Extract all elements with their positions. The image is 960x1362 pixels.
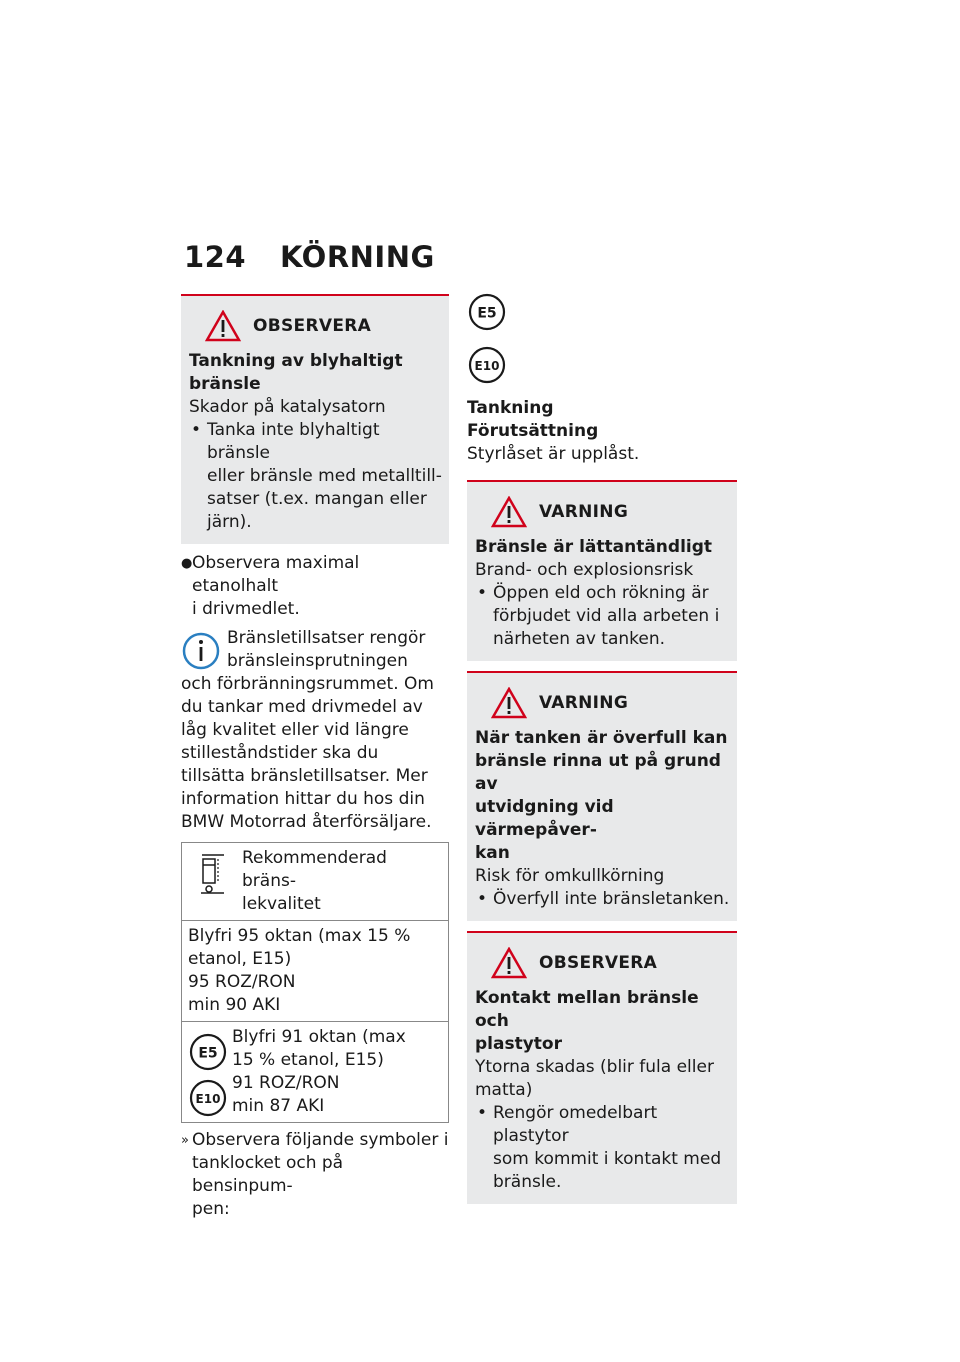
warning-header (491, 496, 730, 528)
info-line: bränsleinsprutningen (227, 651, 408, 671)
info-line: Bränsletillsatser rengör (227, 628, 426, 648)
fuel-quality-table (181, 842, 449, 1123)
action-line: tanklocket och på bensinpum- (192, 1153, 344, 1196)
table-cell-line: min 90 AKI (188, 995, 281, 1015)
warning-cause: Brand- och explosionsrisk (475, 560, 694, 580)
notice-item-line: Tanka inte blyhaltigt bränsle (207, 420, 380, 463)
bullet-dot: • (191, 420, 202, 440)
svg-text:E10: E10 (474, 359, 500, 373)
info-line: tillsätta bränsletillsatser. Mer (181, 766, 428, 786)
notice-item-line: Rengör omedelbart plastytor (493, 1103, 658, 1146)
info-line: låg kvalitet eller vid längre (181, 720, 409, 740)
info-line: BMW Motorrad återförsäljare. (181, 812, 432, 832)
notice-item (475, 1102, 730, 1194)
info-line: och förbränningsrummet. Om (181, 674, 434, 694)
table-header-line: Rekommenderad bräns- (242, 848, 387, 891)
table-cell-line: Blyfri 95 oktan (max 15 % (188, 926, 411, 946)
warning-heading-line: bränsle rinna ut på grund av (475, 751, 721, 794)
action-line: Observera följande symboler i (192, 1130, 449, 1150)
bullet-dot: ● (181, 556, 193, 571)
chapter-title: KÖRNING (280, 240, 435, 274)
notice-cause-line: matta) (475, 1080, 533, 1100)
notice-heading-cont: bränsle (189, 374, 261, 394)
fuel-pump-icon (198, 851, 228, 895)
warning-item (475, 888, 730, 911)
notice-box (181, 294, 449, 544)
warning-box (467, 480, 737, 661)
bullet-dot: • (477, 889, 488, 909)
info-icon (181, 631, 221, 671)
right-column (467, 292, 737, 1204)
notice-item-line: som kommit i kontakt med (493, 1149, 722, 1169)
notice-label: OBSERVERA (539, 953, 658, 973)
action-step (181, 1129, 449, 1221)
action-arrow-icon: » (181, 1133, 189, 1148)
section-title: Tankning (467, 398, 554, 418)
e5-fuel-icon (467, 292, 507, 332)
warning-item-line: förbjudet vid alla arbeten i (493, 606, 720, 626)
warning-box (467, 671, 737, 921)
page-header (184, 240, 435, 274)
table-row (182, 1022, 448, 1122)
notice-heading: Tankning av blyhaltigt (189, 351, 403, 371)
prereq-text: Styrlåset är upplåst. (467, 444, 640, 464)
notice-label: OBSERVERA (253, 316, 372, 336)
e5-fuel-icon (188, 1032, 228, 1072)
warning-triangle-icon (491, 496, 527, 528)
warning-cause: Risk för omkullkörning (475, 866, 665, 886)
warning-heading: Bränsle är lättantändligt (475, 537, 713, 557)
table-cell-line: etanol, E15) (188, 949, 292, 969)
notice-cause-line: Ytorna skadas (blir fula eller (475, 1057, 714, 1077)
info-line: stilleståndstider ska du (181, 743, 379, 763)
notice-box (467, 931, 737, 1204)
table-cell-line: Blyfri 91 oktan (max (232, 1027, 406, 1047)
info-line: information hittar du hos din (181, 789, 425, 809)
fuel-icons (188, 1026, 232, 1118)
table-header-text (242, 847, 442, 916)
warning-header (491, 687, 730, 719)
bullet-line: i drivmedlet. (192, 599, 300, 619)
bullet-line: Observera maximal etanolhalt (192, 553, 360, 596)
warning-heading-line: utvidgning vid värmepåver- (475, 797, 614, 840)
prereq-title: Förutsättning (467, 421, 599, 441)
notice-item-line: satser (t.ex. mangan eller (207, 489, 427, 509)
bullet-dot: • (477, 583, 488, 603)
notice-item-line: eller bränsle med metalltill- (207, 466, 442, 486)
notice-heading-line: Kontakt mellan bränsle och (475, 988, 699, 1031)
warning-triangle-icon (491, 947, 527, 979)
table-cell (232, 1026, 406, 1118)
warning-item-line: Överfyll inte bränsletanken. (493, 889, 730, 909)
warning-heading-line: När tanken är överfull kan (475, 728, 728, 748)
warning-label: VARNING (539, 693, 629, 713)
table-row (182, 921, 448, 1022)
table-cell-line: min 87 AKI (232, 1096, 325, 1116)
svg-text:E10: E10 (195, 1092, 221, 1106)
refuel-section (467, 397, 737, 466)
info-row (181, 627, 449, 673)
table-cell-line: 91 ROZ/RON (232, 1073, 340, 1093)
info-line: du tankar med drivmedel av (181, 697, 423, 717)
notice-header (491, 947, 730, 979)
warning-triangle-icon (491, 687, 527, 719)
e10-fuel-icon (188, 1078, 228, 1118)
page-number: 124 (184, 240, 247, 274)
warning-label: VARNING (539, 502, 629, 522)
warning-item-line: Öppen eld och rökning är (493, 583, 709, 603)
bullet-ethanol (181, 552, 449, 621)
svg-text:E5: E5 (477, 305, 497, 322)
warning-item-line: närheten av tanken. (493, 629, 666, 649)
notice-item-line: bränsle. (493, 1172, 562, 1192)
notice-header (205, 310, 442, 342)
warning-heading-line: kan (475, 843, 510, 863)
info-top (227, 627, 425, 673)
table-cell-line: 95 ROZ/RON (188, 972, 296, 992)
svg-text:E5: E5 (198, 1045, 218, 1062)
info-note (181, 627, 449, 834)
notice-heading-line: plastytor (475, 1034, 562, 1054)
table-header (182, 843, 448, 921)
warning-item (475, 582, 730, 651)
table-header-line: lekvalitet (242, 894, 321, 914)
action-line: pen: (192, 1199, 230, 1219)
table-cell-line: 15 % etanol, E15) (232, 1050, 384, 1070)
warning-triangle-icon (205, 310, 241, 342)
notice-item (189, 419, 442, 534)
bullet-dot: • (477, 1103, 488, 1123)
e10-fuel-icon (467, 345, 507, 385)
left-column (181, 294, 449, 1221)
notice-item-line: järn). (207, 512, 252, 532)
notice-cause: Skador på katalysatorn (189, 397, 386, 417)
